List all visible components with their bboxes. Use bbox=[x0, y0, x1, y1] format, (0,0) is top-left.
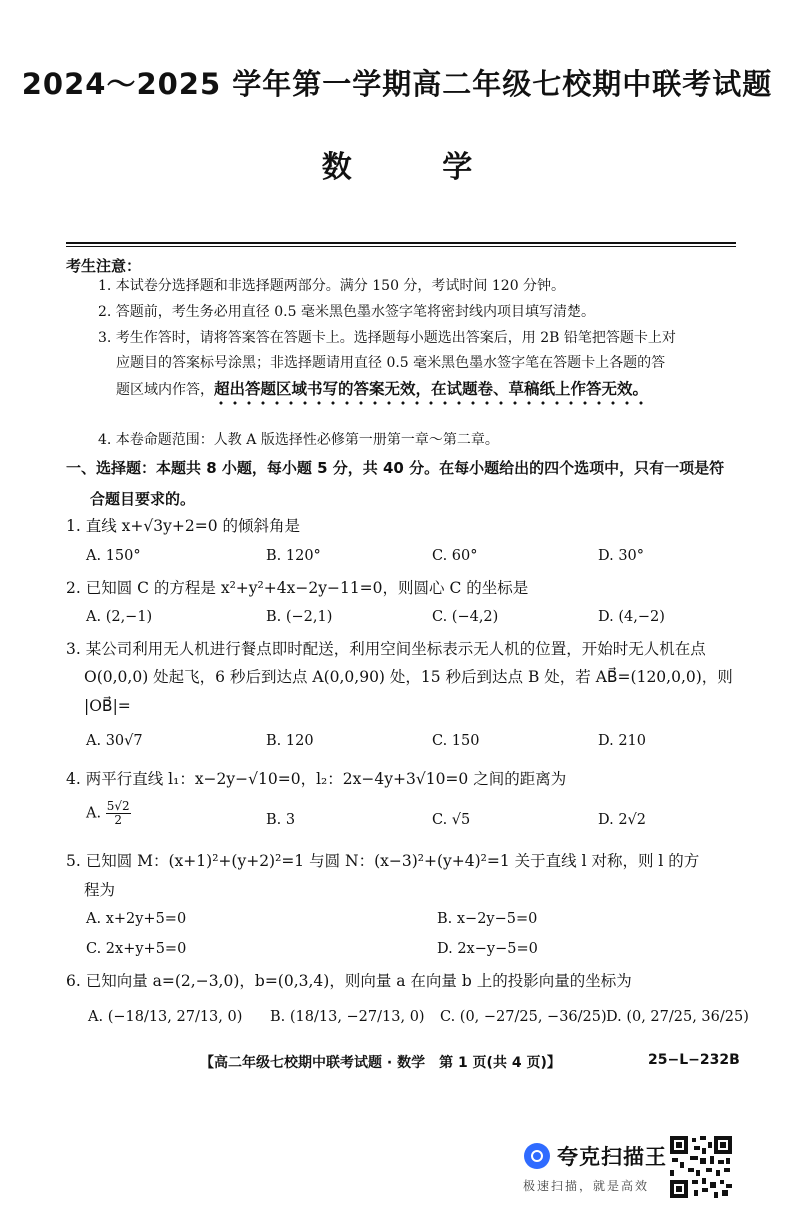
option-a: A. (−18/13, 27/13, 0) bbox=[88, 1009, 243, 1025]
question-3-line: O(0,0,0) 处起飞，6 秒后到达点 A(0,0,90) 处，15 秒后到达点 B 处，若 AB⃗=(120,0,0)，则 bbox=[84, 668, 733, 686]
page-footer bbox=[200, 1052, 760, 1072]
notice-item: 1. 本试卷分选择题和非选择题两部分。满分 150 分，考试时间 120 分钟。 bbox=[98, 278, 566, 294]
option-d: D. 30° bbox=[598, 548, 645, 564]
notice-item-part: 题区域内作答， bbox=[116, 382, 214, 398]
scanner-brand: 夸克扫描王 bbox=[557, 1145, 667, 1169]
option-c: C. 2x+y+5=0 bbox=[86, 941, 187, 957]
question-6-stem: 6. 已知向量 a=(2,−3,0)，b=(0,3,4)，则向量 a 在向量 b 上的投影向量的坐标为 bbox=[66, 972, 632, 990]
question-4-stem: 4. 两平行直线 l₁：x−2y−√10=0，l₂：2x−4y+3√10=0 之间的距离为 bbox=[66, 770, 567, 788]
notice-item: 3. 考生作答时，请将答案答在答题卡上。选择题每小题选出答案后，用 2B 铅笔把答题卡上对 bbox=[98, 330, 676, 346]
option-a: A. 150° bbox=[86, 548, 141, 564]
option-d: D. 2√2 bbox=[598, 812, 647, 828]
option-a bbox=[86, 800, 131, 827]
divider bbox=[66, 242, 736, 244]
fraction bbox=[106, 800, 131, 827]
option-c: C. √5 bbox=[432, 812, 471, 828]
option-b: B. (18/13, −27/13, 0) bbox=[270, 1009, 425, 1025]
option-c: C. (0, −27/25, −36/25) bbox=[440, 1009, 607, 1025]
option-d: D. (0, 27/25, 36/25) bbox=[606, 1009, 749, 1025]
option-a: A. 30√7 bbox=[86, 733, 143, 749]
exam-title: 2024～2025 学年第一学期高二年级七校期中联考试题 bbox=[21, 67, 773, 101]
question-3-line: 3. 某公司利用无人机进行餐点即时配送，利用空间坐标表示无人机的位置，开始时无人机在点 bbox=[66, 640, 706, 658]
question-5-line: 程为 bbox=[84, 881, 116, 899]
paper-code: 25−L−232B bbox=[648, 1052, 740, 1068]
notice-heading: 考生注意： bbox=[66, 257, 142, 275]
option-b: B. 120° bbox=[266, 548, 321, 564]
option-d: D. 210 bbox=[598, 733, 647, 749]
option-d: D. 2x−y−5=0 bbox=[437, 941, 538, 957]
section-line: 合题目要求的。 bbox=[90, 490, 196, 508]
question-2-stem: 2. 已知圆 C 的方程是 x²+y²+4x−2y−11=0，则圆心 C 的坐标是 bbox=[66, 579, 529, 597]
option-a-label: A. bbox=[86, 805, 102, 822]
notice-item: 4. 本卷命题范围：人教 A 版选择性必修第一册第一章～第二章。 bbox=[98, 432, 499, 448]
option-d: D. (4,−2) bbox=[598, 609, 665, 625]
option-a: A. (2,−1) bbox=[86, 609, 153, 625]
option-b: B. 3 bbox=[266, 812, 296, 828]
section-heading bbox=[66, 453, 746, 515]
option-c: C. 150 bbox=[432, 733, 480, 749]
footer-text: 【高二年级七校期中联考试题 · 数学 第 1 页(共 4 页)】 bbox=[200, 1055, 561, 1071]
option-c: C. 60° bbox=[432, 548, 478, 564]
qr-code-icon bbox=[670, 1136, 732, 1198]
fraction-numerator: 5√2 bbox=[106, 799, 130, 813]
scanner-slogan: 极速扫描，就是高效 bbox=[523, 1179, 650, 1193]
divider bbox=[66, 246, 736, 247]
emphasis-text: 超出答题区域书写的答案无效，在试题卷、草稿纸上作答无效。 bbox=[214, 379, 648, 406]
option-b: B. 120 bbox=[266, 733, 314, 749]
option-a: A. x+2y+5=0 bbox=[86, 911, 187, 927]
option-c: C. (−4,2) bbox=[432, 609, 499, 625]
option-b: B. x−2y−5=0 bbox=[437, 911, 538, 927]
notice-item: 应题目的答案标号涂黑；非选择题请用直径 0.5 毫米黑色墨水签字笔在答题卡上各题的答 bbox=[116, 355, 666, 371]
subject-title: 数 学 bbox=[321, 150, 513, 185]
section-line: 一、选择题：本题共 8 小题，每小题 5 分，共 40 分。在每小题给出的四个选项中，只有一项是符 bbox=[66, 459, 725, 477]
notice-item: 2. 答题前，考生务必用直径 0.5 毫米黑色墨水签字笔将密封线内项目填写清楚。 bbox=[98, 304, 595, 320]
question-3-line: |OB⃗|= bbox=[84, 697, 131, 715]
notice-item bbox=[116, 379, 648, 400]
option-b: B. (−2,1) bbox=[266, 609, 333, 625]
question-1-stem: 1. 直线 x+√3y+2=0 的倾斜角是 bbox=[66, 517, 300, 535]
fraction-denominator: 2 bbox=[114, 813, 122, 827]
scanner-logo-icon bbox=[524, 1143, 550, 1169]
question-5-line: 5. 已知圆 M：(x+1)²+(y+2)²=1 与圆 N：(x−3)²+(y+4)²=1 关于直线 l 对称，则 l 的方 bbox=[66, 852, 700, 870]
